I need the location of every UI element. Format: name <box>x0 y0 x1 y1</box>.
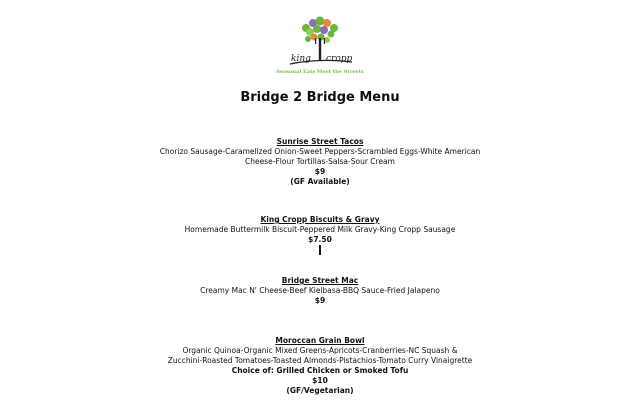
item-description: Chorizo Sausage-Caramelized Onion-Sweet Peppers-Scrambled Eggs-White American <box>159 147 481 156</box>
menu-title: Bridge 2 Bridge Menu <box>240 90 400 105</box>
item-price: $9 <box>314 167 326 176</box>
item-note: (GF Available) <box>290 177 350 186</box>
item-name: King Cropp Biscuits & Gravy <box>260 215 380 224</box>
item-description: Organic Quinoa-Organic Mixed Greens-Apricots-Cranberries-NC Squash & <box>182 346 458 355</box>
menu-item <box>0 276 640 306</box>
item-description: Zucchini-Roasted Tomatoes-Toasted Almonds-Pistachios-Tomato Curry Vinaigrette <box>167 356 473 365</box>
item-price: $9 <box>314 296 326 305</box>
menu-item <box>0 215 640 258</box>
item-name: Moroccan Grain Bowl <box>275 336 365 345</box>
item-choice: Choice of: Grilled Chicken or Smoked Tofu <box>231 366 409 375</box>
tagline: Seasonal Eats Meet the Streets <box>276 69 364 75</box>
item-price: $7.50 <box>308 235 332 244</box>
item-price: $10 <box>312 376 328 385</box>
item-note: (GF/Vegetarian) <box>286 386 354 395</box>
item-name: Sunrise Street Tacos <box>276 137 364 146</box>
menu-item <box>0 336 640 396</box>
svg-text:cropp: cropp <box>326 54 353 64</box>
item-description: Cheese-Flour Tortillas-Salsa-Sour Cream <box>245 157 395 166</box>
text-cursor <box>319 245 321 255</box>
item-description: Homemade Buttermilk Biscuit-Peppered Milk Gravy-King Cropp Sausage <box>184 225 456 234</box>
menu-item <box>0 137 640 187</box>
item-name: Bridge Street Mac <box>281 276 359 285</box>
item-description: Creamy Mac N' Cheese-Beef Kielbasa-BBQ Sauce-Fried Jalapeno <box>200 286 440 295</box>
logo-wordmark: king <box>291 54 311 64</box>
